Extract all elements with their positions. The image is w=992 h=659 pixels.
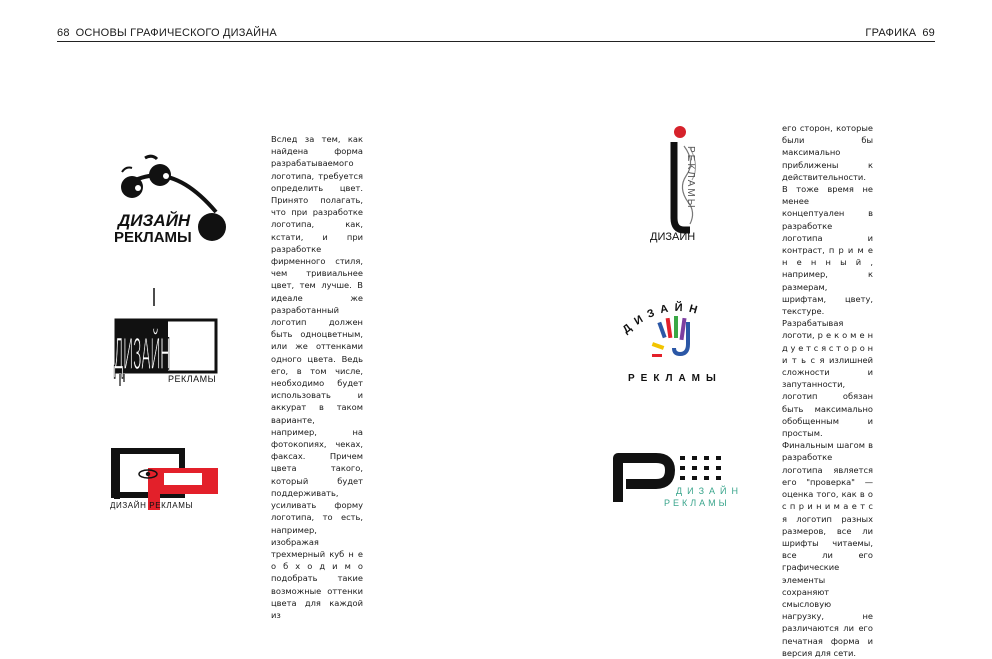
logo-dr-red (104, 446, 228, 518)
right-running-header (865, 27, 935, 39)
right-body-text: его сторон, которые были бы максимально приближены к действительности. В тоже время не менее концептуален в разработке логотипа и контраст, п р и м е н е н н ы й , например, к размерам, шрифтам, цвету, текстуре. Разрабатывая логоти, р е к о м е н д у е т с я с т о р о н и т ь с я излишней сложности и запутанности, логотип обязан быть максимально обобщенным и простым. Финальным шагом в разработке логотипа является его "проверка" — оценка того, как в о с п р и н и м а е т с я логотип разных размеров, все ли шрифты читаемы, все ли его графические элементы сохраняют смысловую нагрузку, не различаются ли его печатная форма и версия для сети. (782, 123, 873, 658)
left-page-number: 68 (57, 27, 70, 39)
logo1-line1: ДИЗАЙН (118, 211, 191, 230)
logo-design-hand (616, 288, 740, 388)
logo-r-dots (612, 450, 743, 514)
left-header-title: ОСНОВЫ ГРАФИЧЕСКОГО ДИЗАЙНА (75, 27, 277, 39)
right-page-number: 69 (922, 27, 935, 39)
logo5-bottom: РЕКЛАМЫ (628, 373, 722, 384)
left-body-text: Вслед за тем, как найдена форма разрабатываемого логотипа, требуется определить цвет. Принято полагать, что при разработке логотипа, как, кстати, и при разработке фирменного стиля, чем тривиальнее цвет, тем лучше. В идеале же разработанный логотип должен быть одноцветным, или же оттенками одного цвета. Ведь его, в том числе, необходимо будет использовать и аккурат в таком варианте, например, на фотокопиях, чеках, факсах. Причем цвета такого, который будет поддерживать, усиливать форму логотипа, то есть, например, изображая трехмерный куб н е о б х о д и м о подобрать такие возможные оттенки цвета для каждой из (271, 134, 363, 620)
logo-design-framed (108, 286, 228, 396)
logo-design-vertical (640, 124, 716, 248)
left-running-header (57, 27, 277, 39)
logo6-line1: ДИЗАЙН (676, 486, 743, 496)
header-rule (57, 41, 935, 42)
logo4-vertical: РЕКЛАМЫ (685, 146, 696, 210)
logo2-sub: РЕКЛАМЫ (168, 374, 217, 384)
logo6-line2: РЕКЛАМЫ (664, 498, 730, 508)
logo1-line2: РЕКЛАМЫ (114, 229, 192, 246)
logo5-top: ДИЗАЙН (620, 301, 705, 337)
logo2-main: ДИЗАЙН (114, 329, 171, 380)
logo3-text: ДИЗАЙН РЕКЛАМЫ (110, 501, 194, 510)
right-header-title: ГРАФИКА (865, 27, 917, 39)
logo-design-circles (100, 150, 240, 250)
logo4-text: ДИЗАЙН (650, 231, 696, 243)
